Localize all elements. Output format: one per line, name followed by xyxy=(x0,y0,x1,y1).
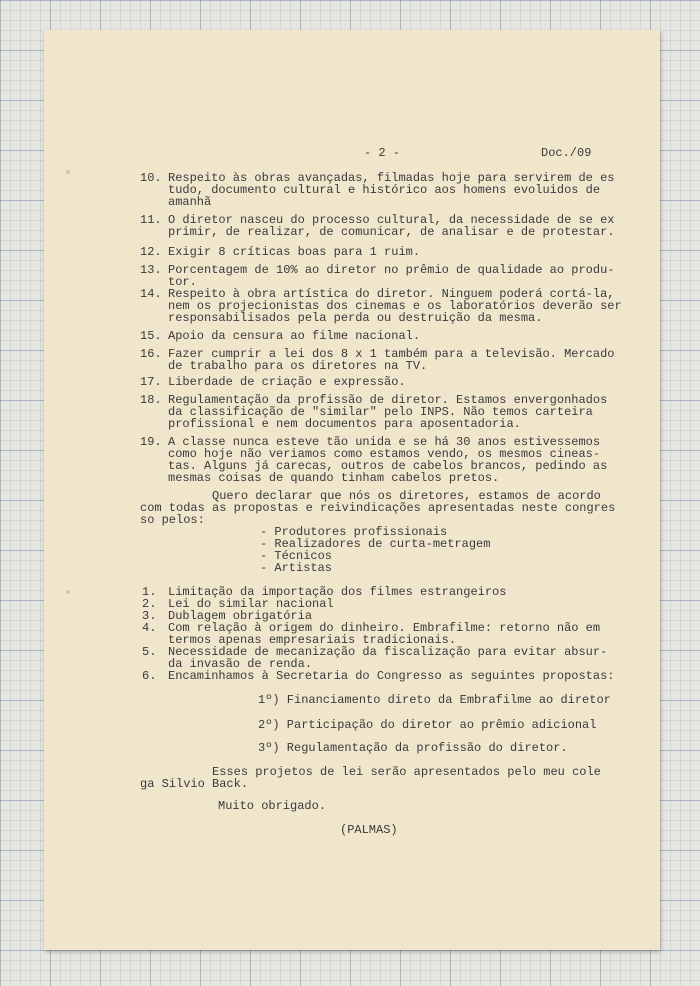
item-line: amanhã xyxy=(168,195,212,209)
item-line: tas. Alguns já carecas, outros de cabelos brancos, pedindo as xyxy=(168,459,608,473)
declaration-line: so pelos: xyxy=(140,513,205,527)
punch-hole xyxy=(66,590,70,594)
group-item: - Técnicos xyxy=(260,549,333,563)
punch-hole xyxy=(66,170,70,174)
item-line: Fazer cumprir a lei dos 8 x 1 também para a televisão. Mercado xyxy=(168,347,615,361)
group-item: - Produtores profissionais xyxy=(260,525,448,539)
group-item: - Realizadores de curta-metragem xyxy=(260,537,491,551)
item-line: Respeito às obras avançadas, filmadas hoje para servirem de es xyxy=(168,171,615,185)
item-line: primir, de realizar, de comunicar, de analisar e de protestar. xyxy=(168,225,615,239)
item-line: Regulamentação da profissão de diretor. Estamos envergonhados xyxy=(168,393,608,407)
document-page xyxy=(44,30,660,950)
item-line: da invasão de renda. xyxy=(168,657,313,671)
item-line: A classe nunca esteve tão unida e se há 30 anos estivessemos xyxy=(168,435,601,449)
item-number: 6. xyxy=(142,669,157,683)
item-line: Dublagem obrigatória xyxy=(168,609,313,623)
item-number: 1. xyxy=(142,585,157,599)
item-line: de trabalho para os diretores na TV. xyxy=(168,359,428,373)
item-number: 15. xyxy=(140,329,162,343)
item-line: tor. xyxy=(168,275,197,289)
item-line: Encaminhamos à Secretaria do Congresso as seguintes propostas: xyxy=(168,669,615,683)
item-number: 5. xyxy=(142,645,157,659)
item-number: 13. xyxy=(140,263,162,277)
item-number: 4. xyxy=(142,621,157,635)
item-line: Lei do similar nacional xyxy=(168,597,334,611)
item-number: 3. xyxy=(142,609,157,623)
item-line: Limitação da importação dos filmes estrangeiros xyxy=(168,585,507,599)
item-line: profissional e nem documentos para aposentadoria. xyxy=(168,417,521,431)
item-line: Liberdade de criação e expressão. xyxy=(168,375,406,389)
item-line: como hoje não veriamos como estamos vendo, os mesmos cineas- xyxy=(168,447,601,461)
item-number: 10. xyxy=(140,171,162,185)
item-number: 12. xyxy=(140,245,162,259)
item-number: 2. xyxy=(142,597,157,611)
item-number: 11. xyxy=(140,213,162,227)
item-line: Com relação à origem do dinheiro. Embrafilme: retorno não em xyxy=(168,621,601,635)
item-line: responsabilisados pela perda ou destruição da mesma. xyxy=(168,311,543,325)
page-number: - 2 - xyxy=(364,146,401,160)
proposal-item: 3º) Regulamentação da profissão do diretor. xyxy=(258,741,568,755)
item-line: tudo, documento cultural e histórico aos homens evoluidos de xyxy=(168,183,601,197)
item-line: O diretor nasceu do processo cultural, da necessidade de se ex xyxy=(168,213,615,227)
declaration-line: com todas as propostas e reivindicações apresentadas neste congres xyxy=(140,501,616,515)
doc-reference: Doc./09 xyxy=(541,146,592,160)
proposal-item: 2º) Participação do diretor ao prêmio adicional xyxy=(258,718,597,732)
item-number: 17. xyxy=(140,375,162,389)
item-line: Necessidade de mecanização da fiscalização para evitar absur- xyxy=(168,645,608,659)
item-line: Respeito à obra artística do diretor. Ninguem poderá cortá-la, xyxy=(168,287,615,301)
item-line: Porcentagem de 10% ao diretor no prêmio de qualidade ao produ- xyxy=(168,263,615,277)
item-line: nem os projecionistas dos cinemas e os laboratórios deverão ser xyxy=(168,299,622,313)
group-item: - Artistas xyxy=(260,561,333,575)
closing-line: ga Silvio Back. xyxy=(140,777,249,791)
closing-line: Esses projetos de lei serão apresentados pelo meu cole xyxy=(140,765,601,779)
applause-note: (PALMAS) xyxy=(340,823,398,837)
item-line: da classificação de "similar" pelo INPS. Não temos carteira xyxy=(168,405,593,419)
proposal-item: 1º) Financiamento direto da Embrafilme ao diretor xyxy=(258,693,611,707)
item-line: termos apenas empresariais tradicionais. xyxy=(168,633,457,647)
item-number: 14. xyxy=(140,287,162,301)
declaration-line: Quero declarar que nós os diretores, estamos de acordo xyxy=(140,489,601,503)
item-number: 16. xyxy=(140,347,162,361)
item-line: Apoio da censura ao filme nacional. xyxy=(168,329,421,343)
item-line: Exigir 8 críticas boas para 1 ruim. xyxy=(168,245,421,259)
item-number: 18. xyxy=(140,393,162,407)
thanks-text: Muito obrigado. xyxy=(218,799,327,813)
item-line: mesmas coisas de quando tinham cabelos pretos. xyxy=(168,471,500,485)
item-number: 19. xyxy=(140,435,162,449)
